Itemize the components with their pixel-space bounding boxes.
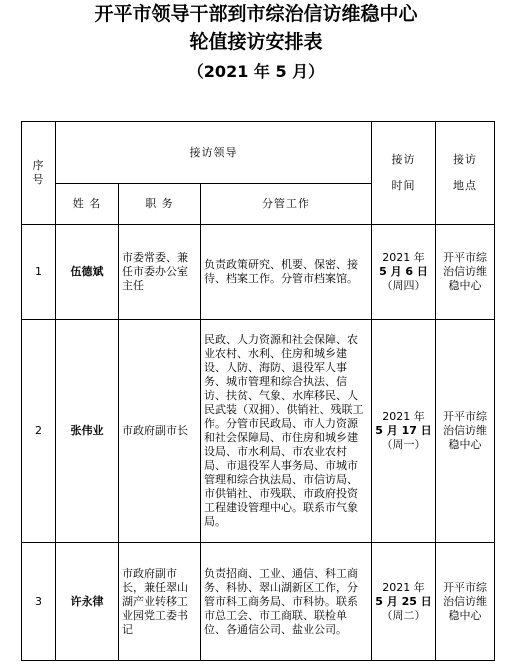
row-place: 开平市综治信访维稳中心	[436, 543, 495, 661]
row-duty: 民政、人力资源和社会保障、农业农村、水利、住房和城乡建设、人防、海防、退役军人事务、城市管理和综合执法、信访、扶贫、气象、水库移民、人民武装（双拥）、供销社、残联工作。分管市民政局、市人力资源和社会保障局、市住房和城乡建设局、市水利局、市农业农村局、市退役军人事务局、市城市管理和综合执法局、市信访局、市供销社、市残联、市政府投资工程建设管理中心。联系市气象局。	[201, 320, 372, 543]
row-time-date: 5 月 25 日	[375, 594, 432, 608]
row-time	[372, 225, 436, 320]
header-position: 职 务	[119, 184, 201, 225]
row-time-weekday: （周二）	[381, 608, 426, 622]
row-position: 市政府副市长	[119, 320, 201, 543]
header-time: 接访时间	[372, 122, 436, 225]
document-title-line2: 轮值接访安排表	[189, 31, 323, 53]
row-seq: 2	[22, 320, 56, 543]
row-seq: 3	[22, 543, 56, 661]
schedule-table	[21, 121, 495, 661]
row-place: 开平市综治信访维稳中心	[436, 225, 495, 320]
header-seq: 序号	[22, 122, 56, 225]
header-place: 接访地点	[436, 122, 495, 225]
row-place: 开平市综治信访维稳中心	[436, 320, 495, 543]
table-row	[22, 543, 495, 661]
header-leader-group: 接访领导	[56, 122, 372, 184]
row-position: 市委常委、兼任市委办公室主任	[119, 225, 201, 320]
row-duty: 负责政策研究、机要、保密、接待、档案工作。分管市档案馆。	[201, 225, 372, 320]
row-time-year: 2021 年	[382, 410, 425, 423]
header-row-top	[22, 122, 495, 184]
row-time-date: 5 月 6 日	[379, 265, 428, 278]
row-time	[372, 543, 436, 661]
row-time-date: 5 月 17 日	[375, 424, 432, 437]
row-time	[372, 320, 436, 543]
row-name: 伍德斌	[56, 225, 119, 320]
row-position: 市政府副市长，兼任翠山湖产业转移工业园党工委书记	[119, 543, 201, 661]
row-time-year: 2021 年	[382, 251, 425, 264]
header-duty: 分管工作	[201, 184, 372, 225]
row-name: 许永律	[56, 543, 119, 661]
row-time-weekday: （周四）	[381, 279, 426, 292]
row-duty: 负责招商、工业、通信、科工商务、科协、翠山湖新区工作，分管市科工商务局、市科协。联系市总工会、市工商联、联检单位、各通信公司、盐业公司。	[201, 543, 372, 661]
row-time-weekday: （周一）	[381, 438, 426, 451]
row-name: 张伟业	[56, 320, 119, 543]
document-title-period: （2021 年 5 月）	[187, 62, 325, 81]
row-time-year: 2021 年	[382, 580, 425, 594]
row-seq: 1	[22, 225, 56, 320]
table-row	[22, 320, 495, 543]
document-title-line1: 开平市领导干部到市综治信访维稳中心	[94, 3, 418, 25]
header-name: 姓 名	[56, 184, 119, 225]
table-row	[22, 225, 495, 320]
